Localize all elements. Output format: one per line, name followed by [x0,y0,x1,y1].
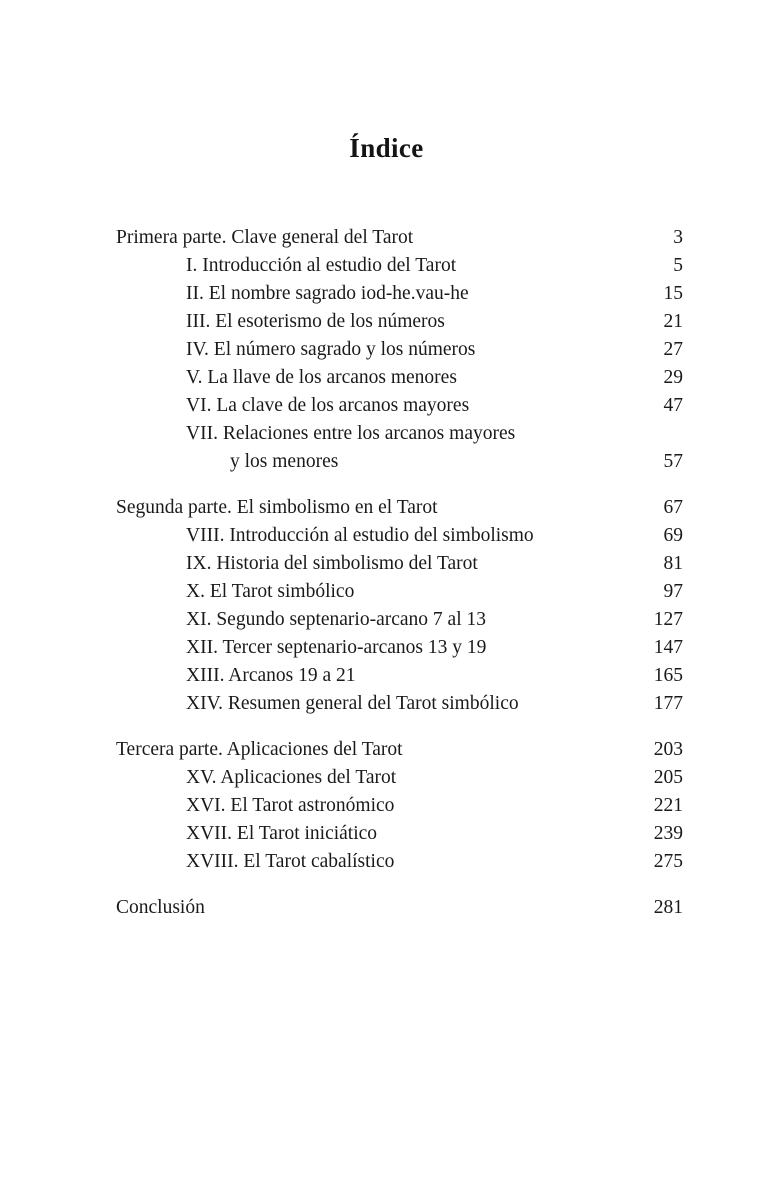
toc-page-number: 27 [663,339,683,360]
page-title: Índice [349,133,424,163]
toc-entry-label: XVII. El Tarot iniciático [186,823,378,844]
toc-part-heading[interactable] [116,494,683,522]
toc-entry-label: Tercera parte. Aplicaciones del Tarot [116,739,403,760]
toc-entry-label: IX. Historia del simbolismo del Tarot [186,553,478,574]
toc-entry[interactable] [116,252,683,280]
toc-page-number: 29 [663,367,683,388]
toc-entry-label: XII. Tercer septenario-arcanos 13 y 19 [186,637,487,658]
toc-page-number: 147 [653,637,683,658]
toc-entry[interactable] [116,336,683,364]
toc-page-number: 221 [653,795,683,816]
toc-entry[interactable] [116,550,683,578]
toc-entry-label: Primera parte. Clave general del Tarot [116,227,414,248]
toc-entry-label: II. El nombre sagrado iod-he.vau-he [186,283,469,304]
toc-page-number: 57 [663,451,683,472]
toc-section-primera-parte [116,224,683,476]
toc-entry-label: Conclusión [116,897,205,918]
toc-entry-continuation[interactable] [116,448,683,476]
toc-page-number: 97 [663,581,683,602]
toc-page-number: 177 [653,693,683,714]
toc-page-number: 281 [653,897,683,918]
toc-entry[interactable] [116,792,683,820]
toc-entry-label: XVI. El Tarot astronómico [186,795,395,816]
toc-page-number: 3 [673,227,683,248]
toc-page-number: 67 [663,497,683,518]
toc-entry-label: X. El Tarot simbólico [186,581,355,602]
toc-entry-label: XI. Segundo septenario-arcano 7 al 13 [186,609,486,630]
toc-entry[interactable] [116,690,683,718]
toc-entry[interactable] [116,764,683,792]
toc-entry[interactable] [116,392,683,420]
toc-page-number: 81 [663,553,683,574]
toc-part-heading[interactable] [116,224,683,252]
toc-page-number: 21 [663,311,683,332]
toc-page-number: 127 [653,609,683,630]
toc-entry-label: XIII. Arcanos 19 a 21 [186,665,356,686]
toc-entry-label: VII. Relaciones entre los arcanos mayores [186,423,516,444]
toc-entry[interactable] [116,662,683,690]
toc-entry[interactable] [116,280,683,308]
toc-section-tercera-parte [116,736,683,876]
toc-page-number: 205 [653,767,683,788]
toc-entry[interactable] [116,522,683,550]
toc-entry[interactable] [116,848,683,876]
toc-section-segunda-parte [116,494,683,718]
toc-entry[interactable] [116,420,683,448]
toc-entry[interactable] [116,634,683,662]
toc-entry[interactable] [116,578,683,606]
toc-entry-label: IV. El número sagrado y los números [186,339,476,360]
toc-part-heading[interactable] [116,894,683,922]
toc-section-conclusion [116,894,683,922]
toc-page-number: 5 [673,255,683,276]
toc-entry-label: XVIII. El Tarot cabalístico [186,851,395,872]
toc-page-number: 69 [663,525,683,546]
toc-entry-label: V. La llave de los arcanos menores [186,367,457,388]
toc-entry-label: VI. La clave de los arcanos mayores [186,395,470,416]
toc-entry-label: XV. Aplicaciones del Tarot [186,767,397,788]
toc-entry[interactable] [116,308,683,336]
toc-entry-label: XIV. Resumen general del Tarot simbólico [186,693,519,714]
toc-entry-label: III. El esoterismo de los números [186,311,445,332]
toc-entry-label: VIII. Introducción al estudio del simbolismo [186,525,534,546]
toc-entry-label: I. Introducción al estudio del Tarot [186,255,457,276]
toc-entry[interactable] [116,606,683,634]
toc-page-number: 47 [663,395,683,416]
toc-page-number: 165 [653,665,683,686]
toc-page-number: 239 [653,823,683,844]
toc-page-number: 275 [653,851,683,872]
toc-entry[interactable] [116,820,683,848]
toc-part-heading[interactable] [116,736,683,764]
toc-page-number: 203 [653,739,683,760]
table-of-contents [116,224,683,922]
toc-page-number: 15 [663,283,683,304]
toc-entry-label: Segunda parte. El simbolismo en el Tarot [116,497,438,518]
toc-entry[interactable] [116,364,683,392]
toc-entry-label: y los menores [230,451,339,472]
